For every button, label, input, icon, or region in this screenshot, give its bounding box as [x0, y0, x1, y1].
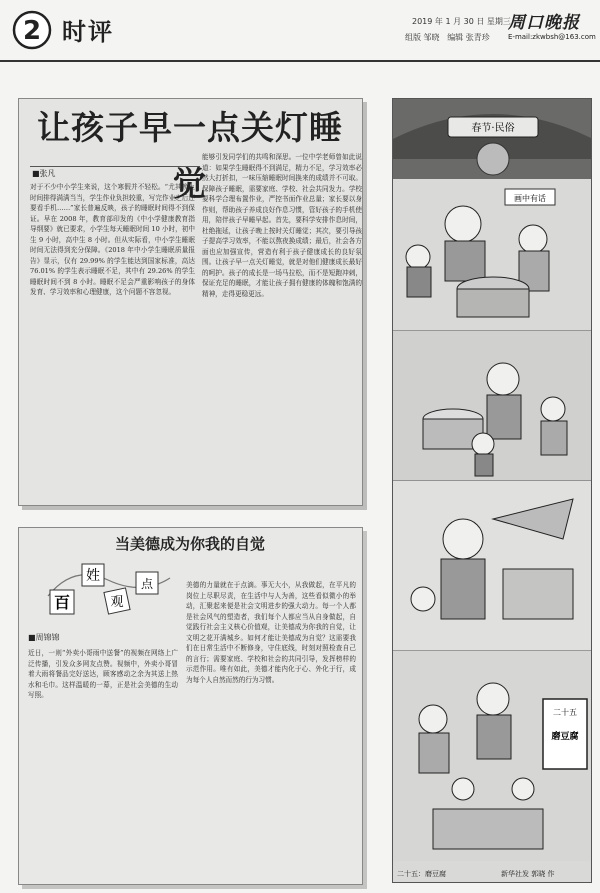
responsible-editor: 组版 邹晓 [405, 33, 440, 42]
editor: 编辑 张青珍 [447, 33, 490, 42]
article1-title: 让孩子早一点关灯睡觉 [37, 108, 343, 203]
cartoon-banner: 春节·民俗 [471, 123, 515, 134]
page-number: 2 [22, 16, 42, 46]
logo-char-2: 姓 [86, 568, 100, 584]
cartoon-illustration [393, 99, 592, 883]
logo-char-4: 点 [140, 577, 154, 591]
contact-email: E-mail:zkwbsh@163.com [508, 33, 596, 41]
logo-char-1: 百 [53, 593, 71, 612]
column-logo [44, 556, 174, 620]
panel-4-figures [393, 651, 592, 861]
page-number-badge [10, 6, 60, 56]
cartoon-subtitle: 画中有话 [514, 194, 546, 203]
section-title: 时评 [62, 18, 114, 46]
newspaper-name: 周口晚报 [508, 13, 580, 33]
article1-column-1: 对于不少中小学生来说，这个寒假并不轻松。“尤其晚上时间排得满满当当，学生作业负担较重，写完作业之后还要看手机……”家长普遍反映，孩子的睡眠时间得不到保证。早在 2008 年，教育部印发的《中小学健康教育指导纲要》就已要求，小学生每天睡眠时间 10 小时，初中生 9 小时，高中生 8 小时。但从实际看，中小学生睡眠时间无法得到充分保障。《2018 年中小学生睡眠质量报告》显示，仅有 29.99% 的学生能达到国家标准，高达 76.01% 的学生表示睡眠不足，其中有 29.26% 的学生睡眠时间不到 8 小时。睡眠不足会严重影响孩子的身体发育、学习效率和心理健康，这个问题不容忽视。 [30, 183, 195, 296]
issue-date: 2019 年 1 月 30 日 星期三 [412, 17, 511, 26]
cartoon-credit: 新华社发 郭晓 作 [501, 870, 555, 878]
logo-char-3: 观 [110, 595, 124, 610]
article2-title: 当美德成为你我的自觉 [114, 535, 265, 553]
article1-author: ■张凡 [32, 169, 56, 178]
panel-1-figures [406, 206, 549, 317]
cartoon-badge-number: 二十五 [553, 708, 577, 717]
panel-3-figures [393, 481, 592, 651]
page-header [0, 0, 600, 62]
article2-author: ■周锦锦 [28, 633, 60, 642]
article2-column-1: 近日，一则“外卖小哥雨中送餐”的视频在网络上广泛传播，引发众多网友点赞。视频中，外卖小哥冒着大雨将餐品完好送达，顾客感动之余为其送上热水和毛巾。这样温暖的一幕，正是社会美德的生动写照。 [28, 649, 178, 699]
article1-column-2: 能够引发同学们的共鸣和深思。一位中学老师曾如此说道：如果学生睡眠得不到满足，精力不足，学习效率必然大打折扣，一味压缩睡眠时间换来的成绩并不可取。保障孩子睡眠，需要家庭、学校、社会共同发力。学校要科学合理布置作业，严控书面作业总量；家长要以身作则，帮助孩子养成良好作息习惯，管好孩子的手机使用，陪伴孩子早睡早起。首先，要科学安排作息时间，杜绝拖延，让孩子晚上按时关灯睡觉；其次，要引导孩子提高学习效率，不能以熬夜换成绩；最后，社会各方面也应加强宣传，营造有利于孩子健康成长的良好氛围。让孩子早一点关灯睡觉，就是对他们健康成长最好的呵护。孩子的成长是一场马拉松，而不是短跑冲刺，保证充足的睡眠，才能让孩子拥有健康的体魄和饱满的精神，走得更稳更远。 [202, 153, 362, 298]
cartoon-badge-label: 磨豆腐 [551, 732, 579, 742]
article2-column-2: 美德的力量就在于点滴。事无大小，从我做起，在平凡的岗位上尽职尽责，在生活中与人为善，这些看似微小的举动，汇聚起来便是社会文明进步的强大动力。每一个人都是社会风气的塑造者，我们每个人都应当从自身做起，自觉践行社会主义核心价值观，让美德成为你我的自觉，让文明之花开满城乡。如何才能让美德成为自觉？这需要我们在日常生活中不断修身，守住底线，时刻对照检查自己的言行；需要家庭、学校和社会的共同引导，发挥榜样的示范作用。唯有如此，美德才能内化于心、外化于行，成为每个人自然而然的行为习惯。 [186, 581, 356, 684]
editor-info [405, 32, 490, 43]
cartoon-caption: 二十五：磨豆腐 [397, 870, 446, 878]
cartoon-panel [392, 98, 592, 883]
panel-2-figures [393, 331, 592, 481]
